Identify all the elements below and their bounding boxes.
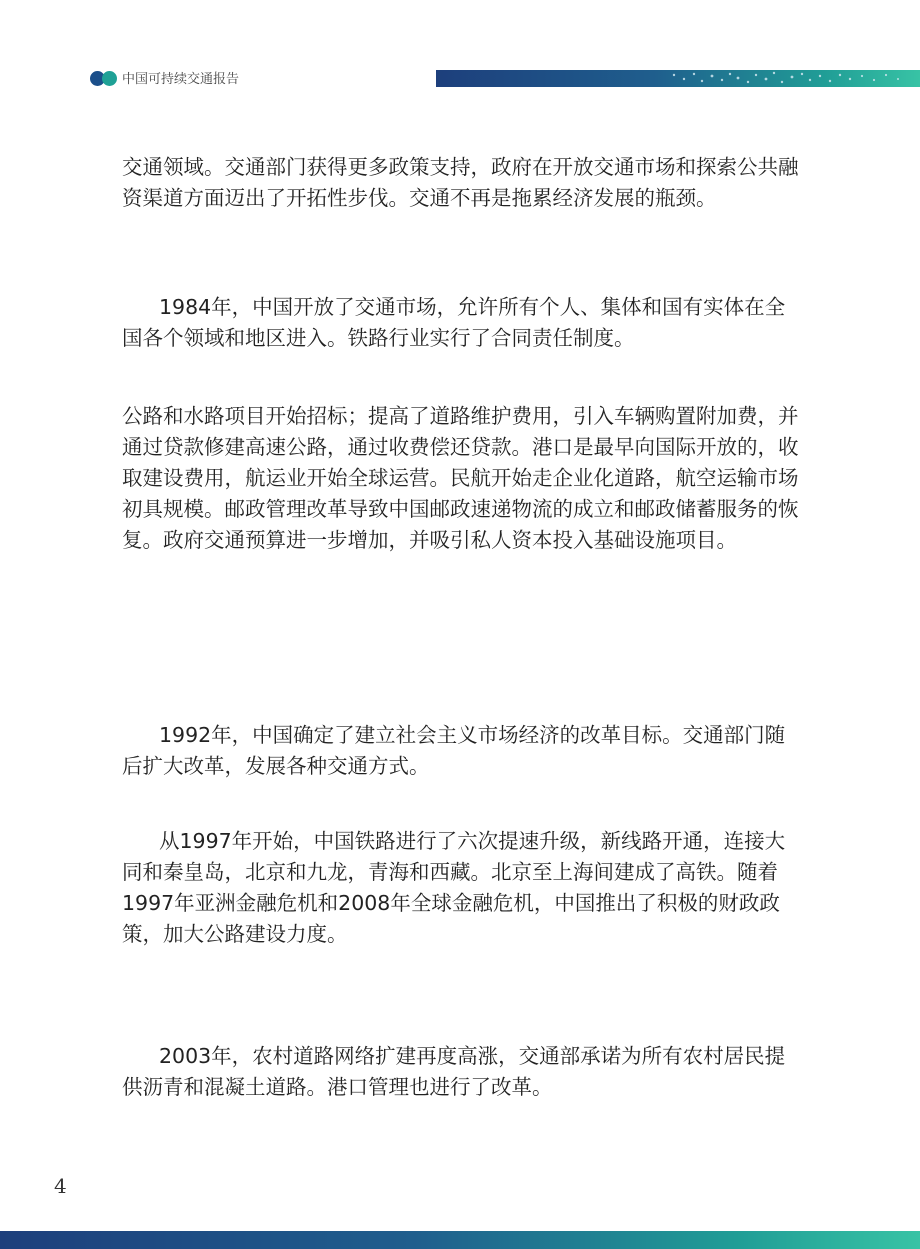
logo-dot-teal (102, 71, 117, 86)
paragraph-4: 1992年，中国确定了建立社会主义市场经济的改革目标。交通部门随后扩大改革，发展各种交通方式。 (122, 723, 786, 778)
page-header (0, 0, 920, 100)
paragraph-6: 2003年，农村道路网络扩建再度高涨，交通部承诺为所有农村居民提供沥青和混凝土道路。港口管理也进行了改革。 (122, 1044, 786, 1099)
paragraph-1: 交通领域。交通部门获得更多政策支持，政府在开放交通市场和探索公共融资渠道方面迈出了开拓性步伐。交通不再是拖累经济发展的瓶颈。 (122, 155, 799, 210)
header-decorative-bar (436, 70, 920, 87)
report-logo-icon (90, 71, 120, 87)
header-title: 中国可持续交通报告 (122, 72, 240, 87)
paragraph-3: 公路和水路项目开始招标；提高了道路维护费用，引入车辆购置附加费，并通过贷款修建高速公路，通过收费偿还贷款。港口是最早向国际开放的，收取建设费用，航运业开始全球运营。民航开始走企业化道路，航空运输市场初具规模。邮政管理改革导致中国邮政速递物流的成立和邮政储蓄服务的恢复。政府交通预算进一步增加，并吸引私人资本投入基础设施项目。 (122, 404, 799, 552)
page-number: 4 (54, 1174, 67, 1198)
paragraph-2: 1984年，中国开放了交通市场，允许所有个人、集体和国有实体在全国各个领域和地区进入。铁路行业实行了合同责任制度。 (122, 295, 786, 350)
footer-decorative-bar (0, 1231, 920, 1249)
dot-pattern-icon (436, 70, 920, 87)
paragraph-5: 从1997年开始，中国铁路进行了六次提速升级，新线路开通，连接大同和秦皇岛，北京和九龙，青海和西藏。北京至上海间建成了高铁。随着1997年亚洲金融危机和2008年全球金融危机，中国推出了积极的财政政策，加大公路建设力度。 (122, 829, 786, 946)
